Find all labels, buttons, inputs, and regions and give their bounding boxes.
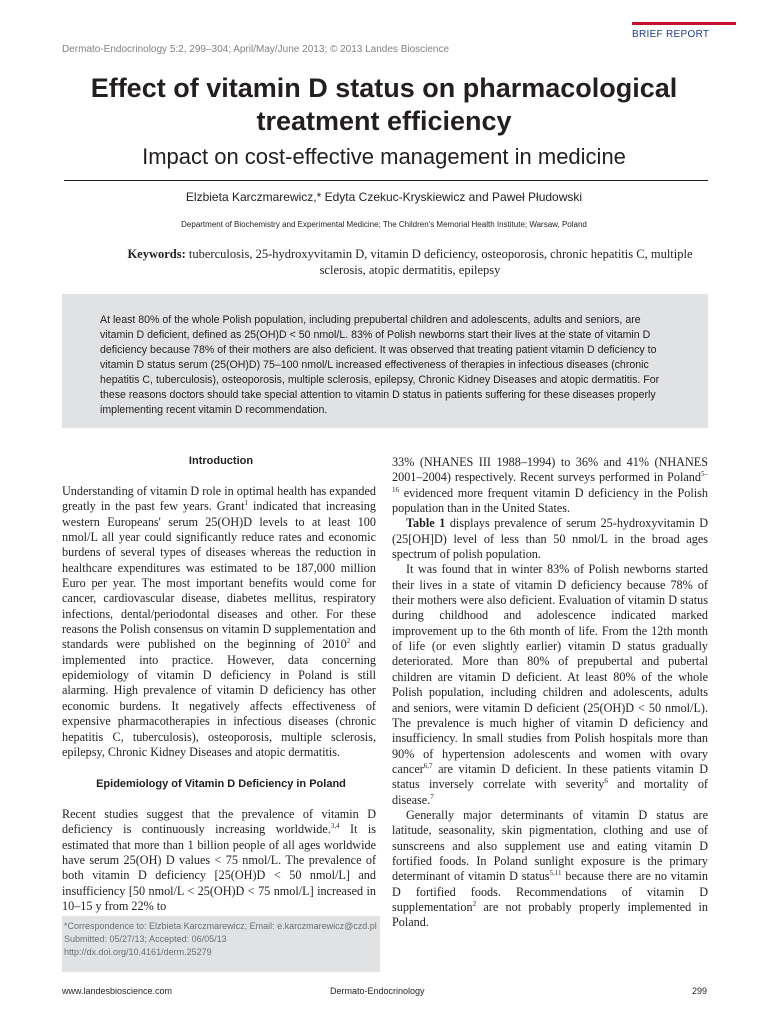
header-accent-rule — [632, 22, 736, 25]
citation-ref: 5–16 — [392, 470, 708, 494]
title-divider — [64, 180, 708, 181]
citation-ref: 6 — [604, 777, 608, 786]
author-list: Elzbieta Karczmarewicz,* Edyta Czekuc-Kryskiewicz and Paweł Płudowski — [185, 190, 583, 204]
citation-ref: 2 — [346, 637, 351, 646]
introduction-body: Understanding of vitamin D role in optimal health has expanded greatly in the past few years. Grant$^1$ indicated that increasing western Europeans' serum 25(OH)D levels to at least 100 nmol/L all year could significantly reduce rates and economic burdens of several types of diseases whereas the reduction in healthcare expenditures was estimated to be 187,000 million Euro per year. The most important benefits would come for cancer, cardiovascular disease, diabetes mellitus, respiratory infections, dental/periodontal diseases and other. For these reasons the Polish consensus on vitamin D supplementation and standards were published on the beginning of 2010$^2$ and implemented into practice. However, data concerning epidemiology of vitamin D deficiency in Poland is still alarming. High prevalence of vitamin D deficiency has other economic burdens. It negatively affects effectiveness of expensive pharmacotherapies in infectious diseases (chronic hepatitis C, tuberculosis), osteoporosis, multiple sclerosis, epilepsy, Chronic Kidney Diseases and atopic dermatitis. — [62, 484, 376, 759]
footer-journal-name: Dermato-Endocrinology — [330, 986, 425, 996]
footer-page-number: 299 — [692, 986, 708, 996]
table-reference-link[interactable]: Table 1 — [406, 516, 446, 531]
section-heading-introduction: Introduction — [188, 455, 254, 467]
citation-ref: 2 — [472, 899, 477, 908]
keywords-list: tuberculosis, 25-hydroxyvitamin D, vitamin D deficiency, osteoporosis, chronic hepatitis C, multiple sclerosis, atopic dermatitis, epilepsy — [185, 247, 693, 277]
section-label: BRIEF REPORT — [632, 29, 710, 40]
citation-ref: 1 — [244, 499, 249, 508]
keywords-label: Keywords: — [127, 247, 186, 261]
doi-link[interactable]: http://dx.doi.org/10.4161/derm.25279 — [64, 947, 212, 957]
keywords — [120, 246, 700, 278]
submission-dates: Submitted: 05/27/13; Accepted: 06/05/13 — [64, 934, 227, 944]
epidemiology-body: Recent studies suggest that the prevalence of vitamin D deficiency is continuously increasing worldwide.$^{3,4}$ It is estimated that more than 1 billion people of all ages worldwide have serum 25(OH) D values < 75 nmol/L. The prevalence of both vitamin D deficiency [25(OH)D < 50 nmol/L] and insufficiency [50 nmol/L < 25(OH)D < 75 nmol/L] increased in 10–15 y from 22% to — [62, 807, 376, 914]
article-title — [40, 72, 728, 138]
title-line-2: treatment efficiency — [256, 106, 512, 136]
citation-ref: 3,4 — [330, 822, 340, 831]
article-subtitle: Impact on cost-effective management in medicine — [142, 144, 626, 169]
citation-ref: 7 — [430, 792, 434, 801]
right-column-body: 33% (NHANES III 1988–1994) to 36% and 41% (NHANES 2001–2004) respectively. Recent surveys performed in Poland$^{5-16}$ evidenced more frequent vitamin D deficiency in the Polish population than in the United States. Table 1 displays prevalence of serum 25-hydroxyvitamin D (25[OH]D) level of less than 50 nmol/L in the broad ages spectrum of polish population. It was found that in winter 83% of Polish newborns started their lives in a state of vitamin D deficiency because 78% of their mothers were also deficient. Evaluation of vitamin D status during childhood and adolescence indicated marked improvement up to the 6th month of life. From the 12th month of life (or even slightly earlier) vitamin D status gradually deteriorated. More than 80% of prepubertal and pubertal children are vitamin D deficient. At least 80% of the whole Polish population, including children and adolescents, adults and seniors, were vitamin D deficient (25(OH)D < 50 nmol/L). The prevalence is much higher of vitamin D deficiency and insufficiency. In small studies from Polish hospitals more than 90% of hypertension adolescents and women with ovary cancer$^{6,7}$ are vitamin D deficient. In these patients vitamin D status inversely correlate with severity$^6$ and mortality of disease.$^7$ Generally major determinants of vitamin D status are latitude, seasonality, skin pigmentation, clothing and use of sunscreens and also supplement use and eating vitamin D fortified foods. In Poland sunlight exposure is the primary determinant of vitamin D status$^{5,11}$ because there are no vitamin D fortified foods. Recommendations of vitamin D supplementation$^2$ are not probably properly implemented in Poland. — [392, 455, 708, 930]
correspondence-line: *Correspondence to: Elzbieta Karczmarewicz; Email: e.karczmarewicz@czd.pl — [64, 921, 377, 931]
title-line-1: Effect of vitamin D status on pharmacological — [90, 73, 678, 103]
affiliation: Department of Biochemistry and Experimental Medicine; The Children's Memorial Health Institute; Warsaw, Poland — [181, 220, 587, 229]
citation-ref: 6,7 — [423, 761, 433, 770]
footer-website-link[interactable]: www.landesbioscience.com — [62, 986, 173, 996]
section-heading-epidemiology: Epidemiology of Vitamin D Deficiency in Poland — [96, 778, 346, 790]
correspondence-text — [64, 920, 378, 959]
abstract-text: At least 80% of the whole Polish population, including prepubertal children and adolescents, adults and seniors, are vitamin D deficient, defined as 25(OH)D < 50 nmol/L. 83% of Polish newborns start their lives at the state of vitamin D deficiency because 78% of their mothers are also deficient. It was observed that treating patient vitamin D deficiency to vitamin D status serum (25(OH)D) 75–100 nmol/L increased effectiveness of therapies in infectious diseases (chronic hepatitis C, tuberculosis), osteoporosis, multiple sclerosis, epilepsy, Chronic Kidney Diseases and atopic dermatitis. For these reasons doctors should take special attention to vitamin D status in patients suffering for these diseases properly implementing recent vitamin D recommendation. — [100, 314, 660, 416]
journal-citation: Dermato-Endocrinology 5:2, 299–304; April/May/June 2013; © 2013 Landes Bioscience — [62, 44, 450, 55]
citation-ref: 5,11 — [549, 869, 562, 878]
